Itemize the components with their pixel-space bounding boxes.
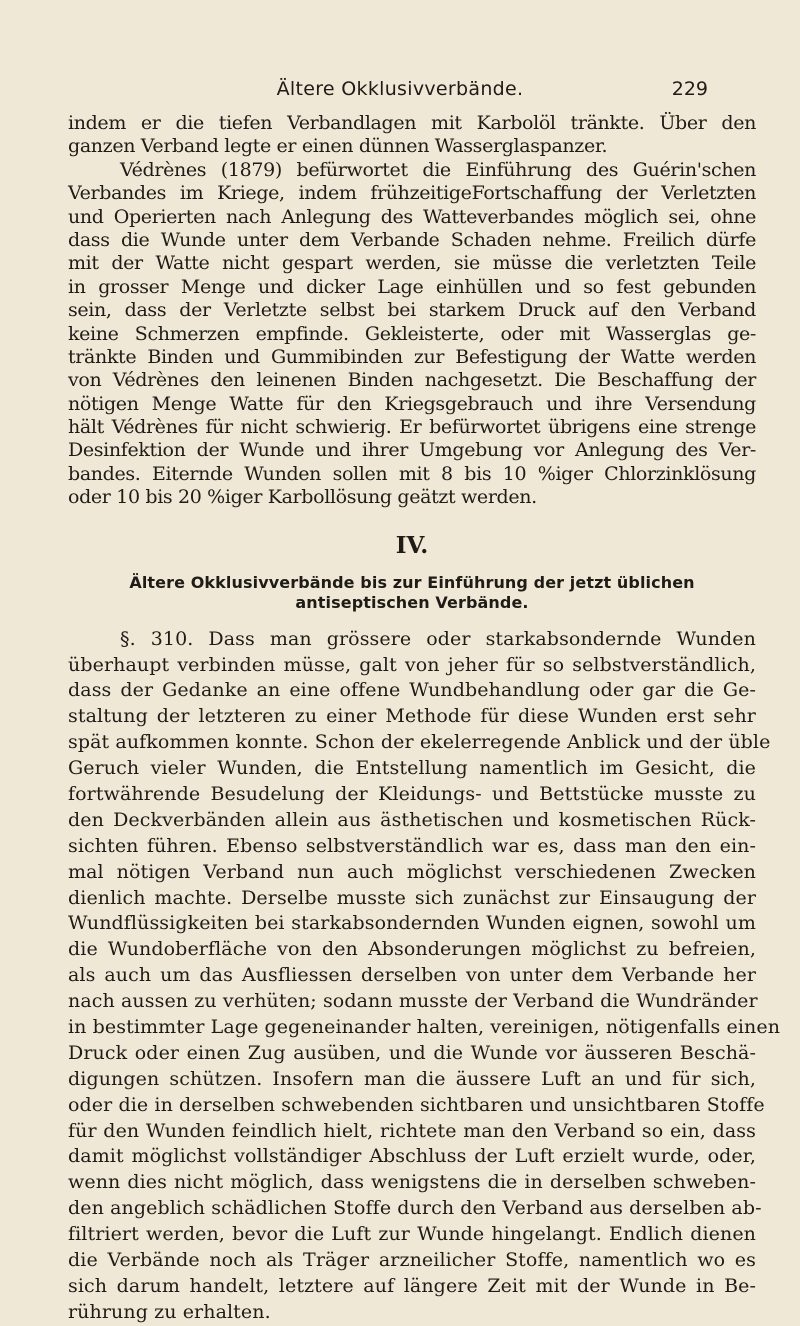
text-line: für den Wunden feindlich hielt, richtete man den Verband so ein, dass [68,1119,756,1142]
text-line: oder die in derselben schwebenden sichtbaren und unsichtbaren Stoffe [68,1093,765,1116]
paragraph-1 [68,112,756,510]
section-heading-line: antiseptischen Verbände. [295,592,529,612]
text-line: von Védrènes den leinenen Binden nachgesetzt. Die Beschaffung der [68,369,756,392]
text-line: Védrènes (1879) befürwortet die Einführung des Guérin'schen [120,158,756,181]
section-heading-line: Ältere Okklusivverbände bis zur Einführung der jetzt üblichen [129,572,695,592]
text-line: die Wundoberfläche von den Absonderungen möglichst zu befreien, [68,938,756,961]
text-line: nach aussen zu verhüten; sodann musste der Verband die Wundränder [68,990,758,1013]
text-line: die Verbände noch als Träger arzneilicher Stoffe, namentlich wo es [68,1249,756,1272]
text-line: den angeblich schädlichen Stoffe durch den Verband aus derselben ab- [68,1197,762,1220]
text-line: rührung zu erhalten. [68,1300,271,1323]
page-body [68,112,781,1326]
text-line: Geruch vieler Wunden, die Entstellung namentlich im Gesicht, die [68,757,756,780]
text-line: Druck oder einen Zug ausüben, und die Wunde vor äusseren Beschä- [68,1041,756,1064]
text-line: als auch um das Ausfliessen derselben von unter dem Verbande her [68,964,756,987]
text-line: Verbandes im Kriege, indem frühzeitigeFortschaffung der Verletzten [68,182,756,205]
text-line: keine Schmerzen empfinde. Gekleisterte, oder mit Wasserglas ge- [68,322,756,345]
text-line: indem er die tiefen Verbandlagen mit Karbolöl tränkte. Über den [68,112,756,134]
text-line: den Deckverbänden allein aus ästhetischen und kosmetischen Rück- [68,808,756,831]
text-line: in bestimmter Lage gegeneinander halten, vereinigen, nötigenfalls einen [68,1016,781,1038]
text-line: dienlich machte. Derselbe musste sich zunächst zur Einsaugung der [68,886,756,909]
text-line: Wundflüssigkeiten bei starkabsondernden Wunden eignen, sowohl um [68,912,756,935]
text-line: Desinfektion der Wunde und ihrer Umgebung vor Anlegung des Ver- [68,439,756,462]
text-line: in grosser Menge und dicker Lage einhüllen und so fest gebunden [68,275,756,298]
text-line: damit möglichst vollständiger Abschluss der Luft erzielt wurde, oder, [68,1145,756,1168]
text-line: hält Védrènes für nicht schwierig. Er befürwortet übrigens eine strenge [68,416,756,439]
text-line: mal nötigen Verband nun auch möglichst verschiedenen Zwecken [68,860,756,883]
running-head: Ältere Okklusivverbände. [276,78,524,100]
text-line: überhaupt verbinden müsse, galt von jeher für so selbstverständlich, [68,653,756,676]
paragraph-2 [68,627,781,1326]
text-line: filtriert werden, bevor die Luft zur Wunde hingelangt. Endlich dienen [68,1223,756,1246]
text-line: nötigen Menge Watte für den Kriegsgebrauch und ihre Versendung [68,392,756,415]
text-line: dass die Wunde unter dem Verbande Schaden nehme. Freilich dürfe [68,228,756,251]
text-line: sichten führen. Ebenso selbstverständlich war es, dass man den ein- [68,834,756,857]
page-number: 229 [671,78,708,100]
text-line: digungen schützen. Insofern man die äussere Luft an und für sich, [68,1067,756,1090]
text-line: mit der Watte nicht gespart werden, sie müsse die verletzten Teile [68,252,756,275]
text-line: spät aufkommen konnte. Schon der ekelerregende Anblick und der üble [68,731,771,754]
text-line: fortwährende Besudelung der Kleidungs- und Bettstücke musste zu [68,782,756,805]
section-heading [68,573,756,613]
text-line: tränkte Binden und Gummibinden zur Befestigung der Watte werden [68,345,756,368]
text-line: und Operierten nach Anlegung des Watteverbandes möglich sei, ohne [68,205,756,228]
text-line: sich darum handelt, letztere auf längere Zeit mit der Wunde in Be- [68,1274,756,1297]
text-line: bandes. Eiternde Wunden sollen mit 8 bis 10 %iger Chlorzinklösung [68,462,756,485]
text-line: oder 10 bis 20 %iger Karbollösung geätzt werden. [68,486,537,509]
text-line: ganzen Verband legte er einen dünnen Wasserglaspanzer. [68,135,608,158]
text-line: wenn dies nicht möglich, dass wenigstens die in derselben schweben- [68,1171,756,1194]
text-line: dass der Gedanke an eine offene Wundbehandlung oder gar die Ge- [68,679,756,702]
section-number: IV. [395,531,429,559]
text-line: sein, dass der Verletzte selbst bei starkem Druck auf den Verband [68,299,756,322]
text-line: staltung der letzteren zu einer Methode für diese Wunden erst sehr [68,705,756,728]
text-line: §. 310. Dass man grössere oder starkabsondernde Wunden [120,627,756,650]
